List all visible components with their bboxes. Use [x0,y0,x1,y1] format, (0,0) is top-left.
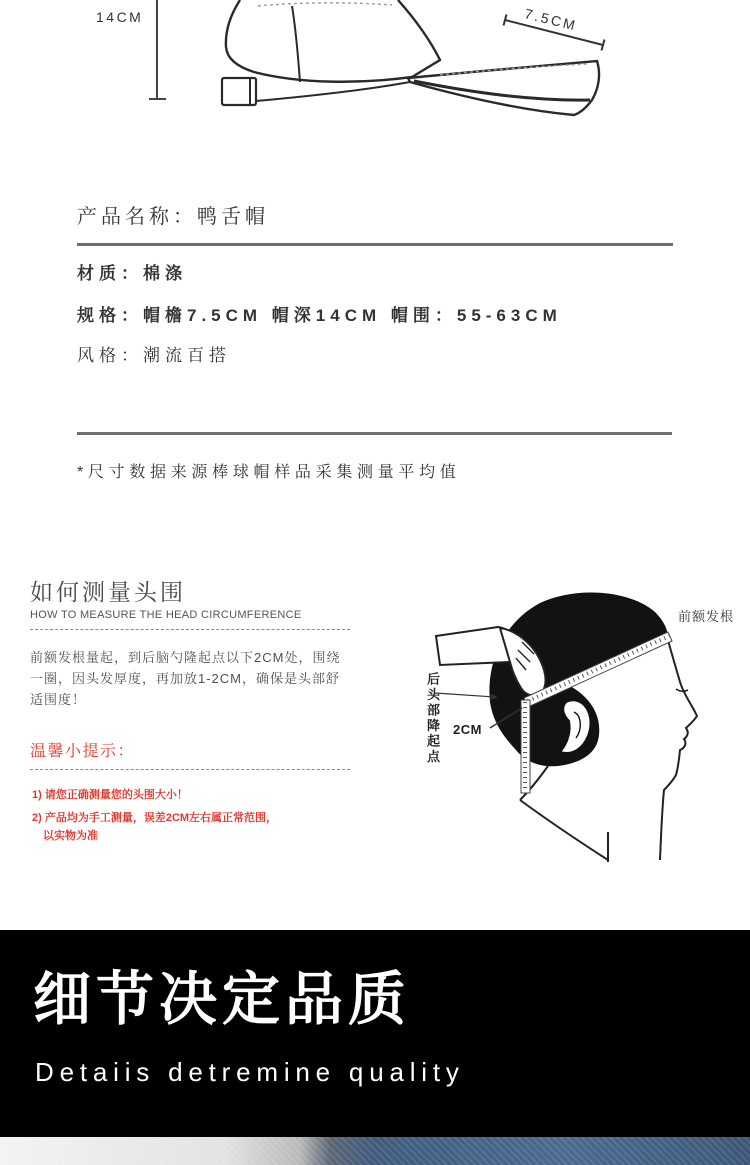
tips-divider [30,769,350,770]
tips-title: 温馨小提示： [30,743,136,760]
measure-instruction-line: 前额发根量起，到后脑勺隆起点以下2CM处，围绕 [30,650,341,665]
banner-title: 细节决定品质 [33,967,412,1032]
cap-brim [408,61,599,115]
denim-photo [0,1137,750,1165]
cap-crown [226,0,440,82]
forehead-label: 前额发根 [678,609,735,624]
cap-brim-label: 7.5CM [523,5,580,34]
spec-size: 规格：帽檐7.5CM 帽深14CM 帽围：55-63CM [77,306,562,325]
back-point-label: 后头部降起点 [425,672,440,765]
banner-subtitle: Detaiis detremine quality [35,1057,465,1087]
spec-divider-bottom [77,432,672,435]
tip-item-continuation: 以实物为准 [43,830,98,842]
face-profile [660,640,697,860]
offset-label: 2CM [453,722,482,737]
measure-guide-subtitle: HOW TO MEASURE THE HEAD CIRCUMFERENCE [30,609,302,621]
tip-item: 1) 请您正确测量您的头围大小！ [32,789,188,801]
cap-band-line [256,82,410,101]
shoulder-line [520,800,608,860]
spec-style: 风格：潮流百搭 [77,346,231,365]
measure-guide-title: 如何测量头围 [30,579,186,605]
spec-material: 材质：棉涤 [77,264,187,283]
cap-depth-label: 14CM [96,9,144,25]
quality-banner [0,930,750,1137]
measure-instruction-line: 一圈，因头发厚度，再加放1-2CM，确保是头部舒 [30,671,341,686]
spec-footnote: *尺寸数据来源棒球帽样品采集测量平均值 [77,464,461,481]
measure-guide-divider [30,629,350,630]
tip-item: 2) 产品均为手工测量，误差2CM左右属正常范围， [32,812,278,824]
measure-instruction-line: 适围度！ [30,692,87,707]
tape-measure-hanging [521,700,530,793]
spec-divider-top [77,243,673,246]
spec-product-name: 产品名称：鸭舌帽 [77,206,269,228]
back-point-pointer [435,693,492,697]
